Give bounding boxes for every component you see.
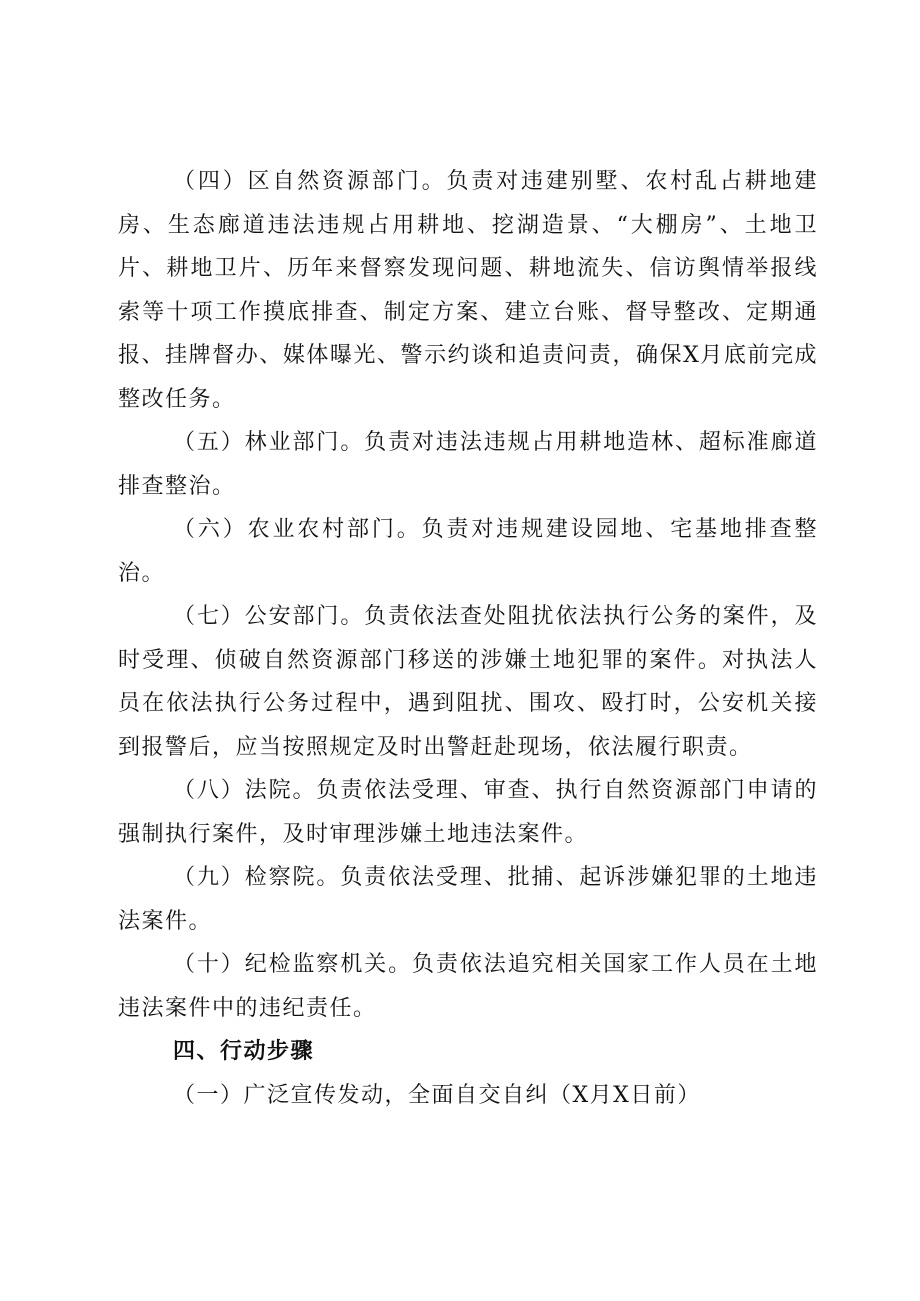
paragraph-agriculture: （六）农业农村部门。负责对违规建设园地、宅基地排查整治。 [118, 517, 818, 586]
section-heading: 四、行动步骤 [173, 1039, 315, 1064]
subsection-heading: （一）广泛宣传发动，全面自交自纠（X月X日前） [173, 1082, 701, 1108]
paragraph-forestry: （五）林业部门。负责对违法违规占用耕地造林、超标准廊道排查整治。 [118, 430, 818, 499]
paragraph-court: （八）法院。负责依法受理、审查、执行自然资源部门申请的强制执行案件，及时审理涉嫌土地违法案件。 [118, 778, 818, 847]
paragraph-public-security: （七）公安部门。负责依法查处阻扰依法执行公务的案件，及时受理、侦破自然资源部门移送的涉嫌土地犯罪的案件。对执法人员在依法执行公务过程中，遇到阻扰、围攻、殴打时，公安机关接到报警后，应当按照规定及时出警赶赴现场，依法履行职责。 [118, 604, 818, 760]
paragraph-procuratorate: （九）检察院。负责依法受理、批捕、起诉涉嫌犯罪的土地违法案件。 [118, 865, 818, 934]
paragraph-discipline-inspection: （十）纪检监察机关。负责依法追究相关国家工作人员在土地违法案件中的违纪责任。 [118, 952, 818, 1021]
paragraph-district-natural-resources: （四）区自然资源部门。负责对违建别墅、农村乱占耕地建房、生态廊道违法违规占用耕地、挖湖造景、“大棚房”、土地卫片、耕地卫片、历年来督察发现问题、耕地流失、信访舆情举报线索等十项工作摸底排查、制定方案、建立台账、督导整改、定期通报、挂牌督办、媒体曝光、警示约谈和追责问责，确保X月底前完成整改任务。 [118, 169, 818, 412]
document-body [118, 160, 818, 1117]
